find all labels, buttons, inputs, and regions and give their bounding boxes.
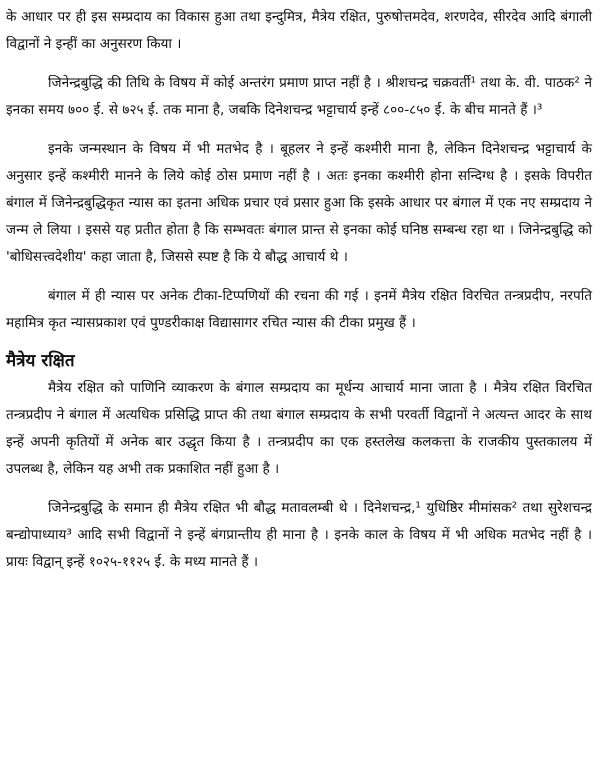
paragraph-jinendrabuddhi-birthplace: इनके जन्मस्थान के विषय में भी मतभेद है । बूहलर ने इन्हें कश्मीरी माना है, लेकिन दिनेशचन्द्र भट्टाचार्य के अनुसार इन्हें कश्मीरी मानने के लिये कोई ठोस प्रमाण नहीं है । अतः इनका कश्मीरी होना सन्दिग्ध है । इसके विपरीत बंगाल में जिनेन्द्रबुद्धिकृत न्यास का इतना अधिक प्रचार एवं प्रसार हुआ कि इसके आधार पर बंगाल में एक नए सम्प्रदाय ने जन्म ले लिया । इससे यह प्रतीत होता है कि सम्भवतः बंगाल प्रान्त से इनका कोई घनिष्ठ सम्बन्ध रहा था । जिनेन्द्रबुद्धि को 'बोधिसत्त्वदेशीय' कहा जाता है, जिससे स्पष्ट है कि ये बौद्ध आचार्य थे । bbox=[6, 141, 592, 265]
paragraph-jinendrabuddhi-date: जिनेन्द्रबुद्धि की तिथि के विषय में कोई अन्तरंग प्रमाण प्राप्त नहीं है । श्रीशचन्द्र चक्रवर्ती¹ तथा के. वी. पाठक² ने इनका समय ७०० ई. से ७२५ ई. तक माना है, जबकि दिनेशचन्द्र भट्टाचार्य इन्हें ८००-८५० ई. के बीच मानते हैं ।³ bbox=[6, 75, 592, 118]
paragraph-maitreya-date: जिनेन्द्रबुद्धि के समान ही मैत्रेय रक्षित भी बौद्ध मतावलम्बी थे । दिनेशचन्द्र,¹ युधिष्ठिर मीमांसक² तथा सुरेशचन्द्र बन्द्योपाध्याय³ आदि सभी विद्वानों ने इन्हें बंगप्रान्तीय ही माना है । इनके काल के विषय में भी अधिक मतभेद नहीं है । प्रायः विद्वान् इन्हें १०२५-११२५ ई. के मध्य मानते हैं । bbox=[6, 500, 592, 570]
paragraph-maitreya-tantrapradipa: मैत्रेय रक्षित को पाणिनि व्याकरण के बंगाल सम्प्रदाय का मूर्धन्य आचार्य माना जाता है । मैत्रेय रक्षित विरचित तन्त्रप्रदीप ने बंगाल में अत्यधिक प्रसिद्धि प्राप्त की तथा बंगाल सम्प्रदाय के सभी परवर्ती विद्वानों ने अत्यन्त आदर के साथ इन्हें अपनी कृतियों में अनेक बार उद्धृत किया है । तन्त्रप्रदीप का एक हस्तलेख कलकत्ता के राजकीय पुस्तकालय में उपलब्ध है, लेकिन यह अभी तक प्रकाशित नहीं हुआ है । bbox=[6, 380, 592, 477]
paragraph-intro-continuation: के आधार पर ही इस सम्प्रदाय का विकास हुआ तथा इन्दुमित्र, मैत्रेय रक्षित, पुरुषोत्तमदेव, शरणदेव, सीरदेव आदि बंगाली विद्वानों ने इन्हीं का अनुसरण किया । bbox=[6, 9, 592, 52]
section-heading-maitreya-rakshita: मैत्रेय रक्षित bbox=[6, 351, 75, 371]
paragraph-nyasa-commentaries: बंगाल में ही न्यास पर अनेक टीका-टिप्पणियों की रचना की गई । इनमें मैत्रेय रक्षित विरचित तन्त्रप्रदीप, नरपति महामित्र कृत न्यासप्रकाश एवं पुण्डरीकाक्ष विद्यासागर रचित न्यास की टीका प्रमुख हैं । bbox=[6, 288, 592, 331]
